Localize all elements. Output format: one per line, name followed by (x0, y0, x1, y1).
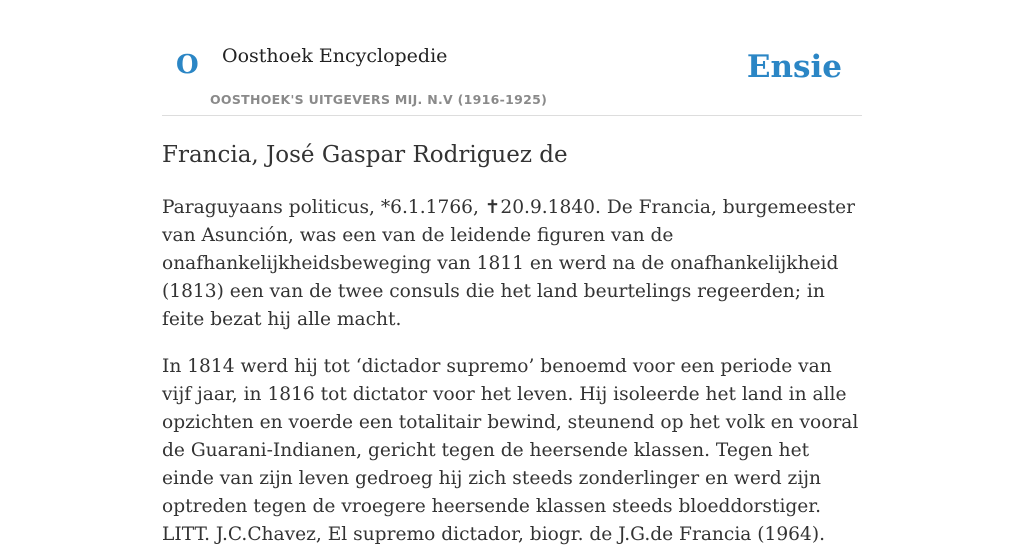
encyclopedia-name-link[interactable]: Oosthoek Encyclopedie (222, 45, 448, 67)
page (162, 0, 862, 549)
publisher-label: OOSTHOEK'S UITGEVERS MIJ. N.V (1916-1925) (210, 92, 548, 107)
ensie-logo[interactable]: Ensie (746, 49, 842, 85)
encyclopedia-logo[interactable]: O (176, 50, 199, 80)
entry-title: Francia, José Gaspar Rodriguez de (162, 142, 568, 168)
entry-paragraph-2: In 1814 werd hij tot ‘dictador supremo’ benoemd voor een periode van vijf jaar, in 1816 tot dictator voor het leven. Hij isoleerde het land in alle opzichten en voerde een totalitair bewind, steunend op het volk en vooral de Guarani-Indianen, gericht tegen de heersende klassen. Tegen het einde van zijn leven gedroeg hij zich steeds zonderlinger en werd zijn optreden tegen de vroegere heersende klassen steeds bloeddorstiger. LITT. J.C.Chavez, El supremo dictador, biogr. de J.G.de Francia (1964). (162, 355, 859, 545)
header (162, 0, 862, 116)
entry-paragraph-1: Paraguyaans politicus, *6.1.1766, ✝20.9.1840. De Francia, burgemeester van Asunción, was een van de leidende figuren van de onafhankelijkheidsbeweging van 1811 en werd na de onafhankelijkheid (1813) een van de twee consuls die het land beurtelings regeerden; in feite bezat hij alle macht. (162, 196, 855, 330)
